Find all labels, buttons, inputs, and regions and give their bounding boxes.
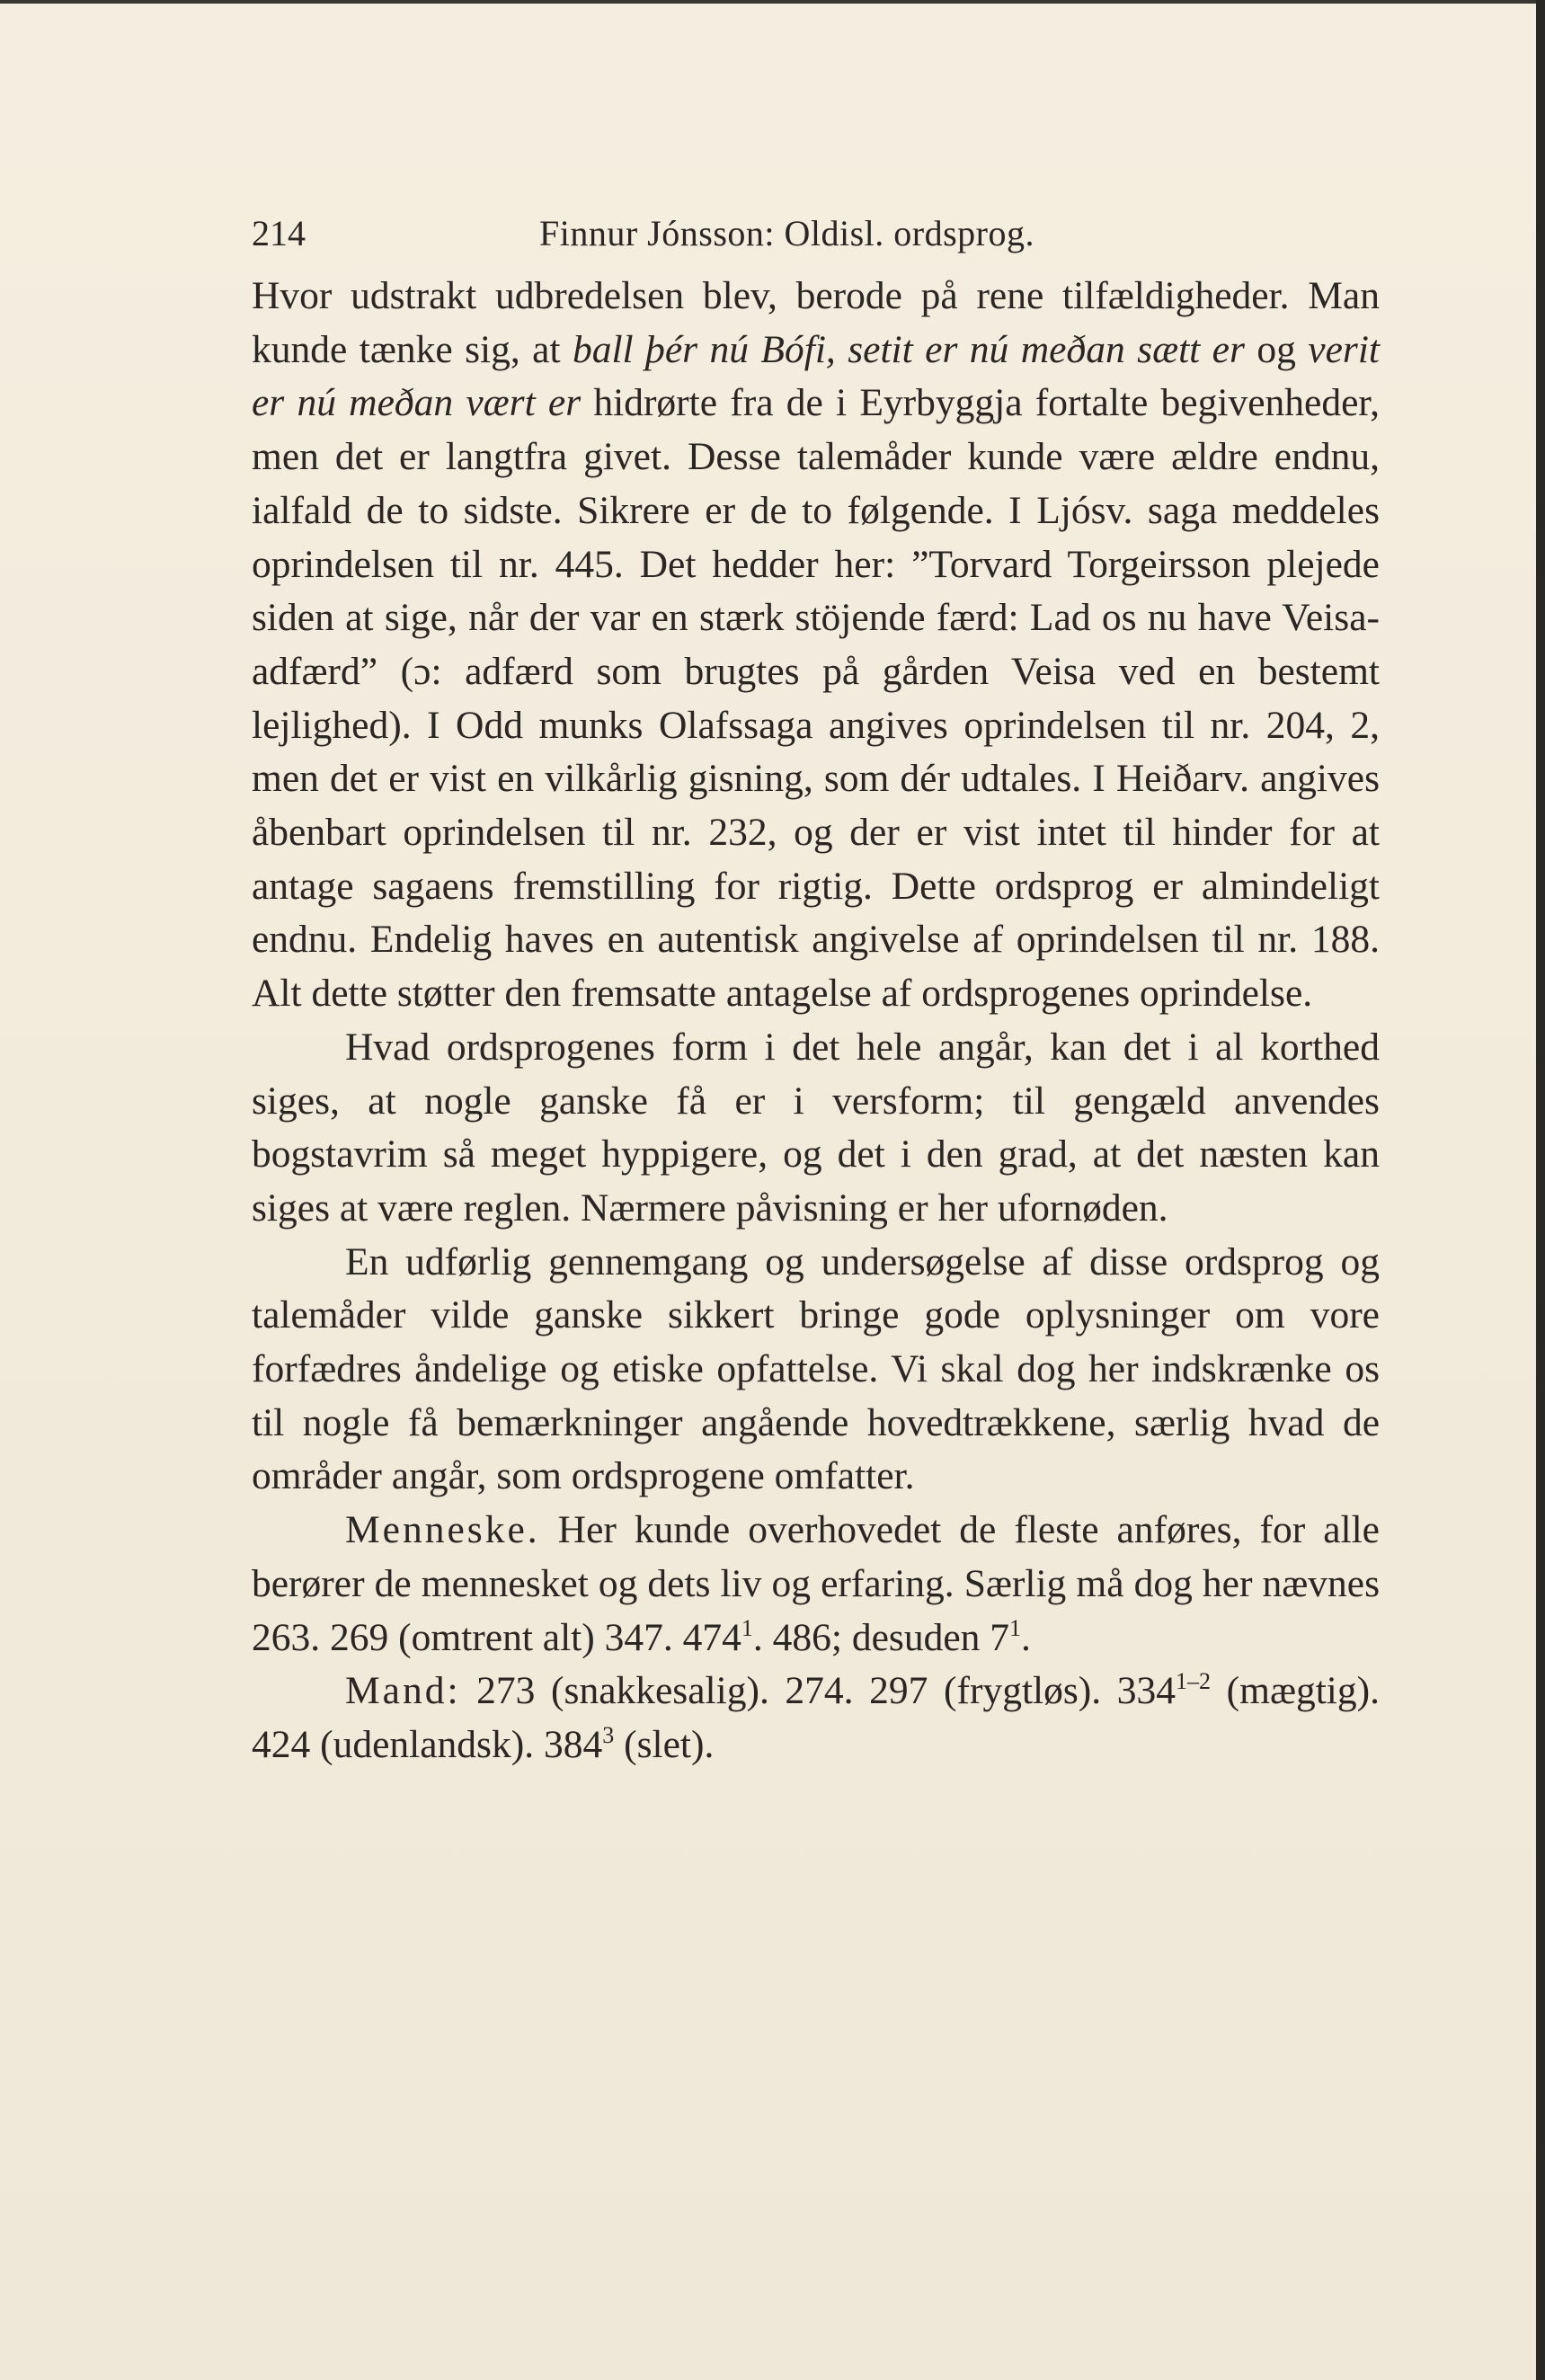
running-head: Finnur Jónsson: Oldisl. ordsprog. bbox=[539, 213, 1034, 253]
footnote-ref: 1–2 bbox=[1176, 1668, 1212, 1695]
paragraph-form: Hvad ordsprogenes form i det hele angår, kan det i al korthed siges, at nogle ganske få er i versform; til gengæld anvendes bogstavrim så meget hyppigere, og det i den grad, at det næsten kan siges at være reglen. Nærmere påvisning er her ufornøden. bbox=[252, 1025, 1380, 1230]
footnote-ref: 1 bbox=[741, 1614, 753, 1641]
paragraph-origins: Hvor udstrakt udbredelsen blev, berode på rene tilfældigheder. Man kunde tænke sig, at ball þér nú Bófi, setit er nú meðan sætt er og verit er nú meðan vært er hidrørte fra de i Eyrbyggja fortalte begivenheder, men det er langtfra givet. Desse talemåder kunde være ældre endnu, ialfald de to sidste. Sikrere er de to følgende. I Ljósv. saga meddeles oprindelsen til nr. 445. Det hedder her: ”Torvard Torgeirsson plejede siden at sige, når der var en stærk stöjende færd: Lad os nu have Veisa-adfærd” (ɔ: adfærd som brugtes på gården Veisa ved en bestemt lejlighed). I Odd munks Olafssaga angives oprindelsen til nr. 204, 2, men det er vist en vilkårlig gisning, som dér udtales. I Heiðarv. angives åbenbart oprindelsen til nr. 232, og der er vist intet til hinder for at antage sagaens fremstilling for rigtig. Dette ordsprog er almindeligt endnu. Endelig haves en autentisk angivelse af oprindelsen til nr. 188. Alt dette støtter den fremsatte antagelse af ordsprogenes oprindelse. bbox=[252, 274, 1381, 1016]
paragraph-menneske: Menneske. Her kunde overhovedet de fleste anføres, for alle berører de mennesket og dets liv og erfaring. Særlig må dog her nævnes 263. 269 (omtrent alt) 347. $474^1$. 486; desuden $7^1$. bbox=[252, 1508, 1380, 1659]
body-text bbox=[252, 270, 1380, 1772]
section-heading-mand: Mand: bbox=[345, 1669, 461, 1713]
italic-quote-2: verit er nú meðan vært er bbox=[252, 327, 1381, 425]
section-heading-menneske: Menneske. bbox=[345, 1508, 540, 1552]
scan-edge-top bbox=[0, 0, 1545, 4]
italic-quote-1: ball þér nú Bófi, setit er nú meðan sætt er bbox=[572, 327, 1245, 371]
paragraph-mand: Mand: 273 (snakkesalig). 274. 297 (frygtløs). 334$^{1-2}$ (mægtig). 424 (udenlandsk). $384^3$ (slet). bbox=[252, 1668, 1380, 1766]
paragraph-review: En udførlig gennemgang og undersøgelse af disse ordsprog og talemåder vilde ganske sikkert bringe gode oplysninger om vore forfædres åndelige og etiske opfattelse. Vi skal dog her indskrænke os til nogle få bemærkninger angående hovedtrækkene, særlig hvad de områder angår, som ordsprogene omfatter. bbox=[252, 1239, 1380, 1498]
page-header bbox=[252, 212, 1380, 257]
footnote-ref: 1 bbox=[1009, 1614, 1022, 1641]
page-number: 214 bbox=[252, 213, 306, 253]
footnote-ref: 3 bbox=[602, 1721, 615, 1748]
scan-edge-right bbox=[1536, 0, 1545, 2380]
